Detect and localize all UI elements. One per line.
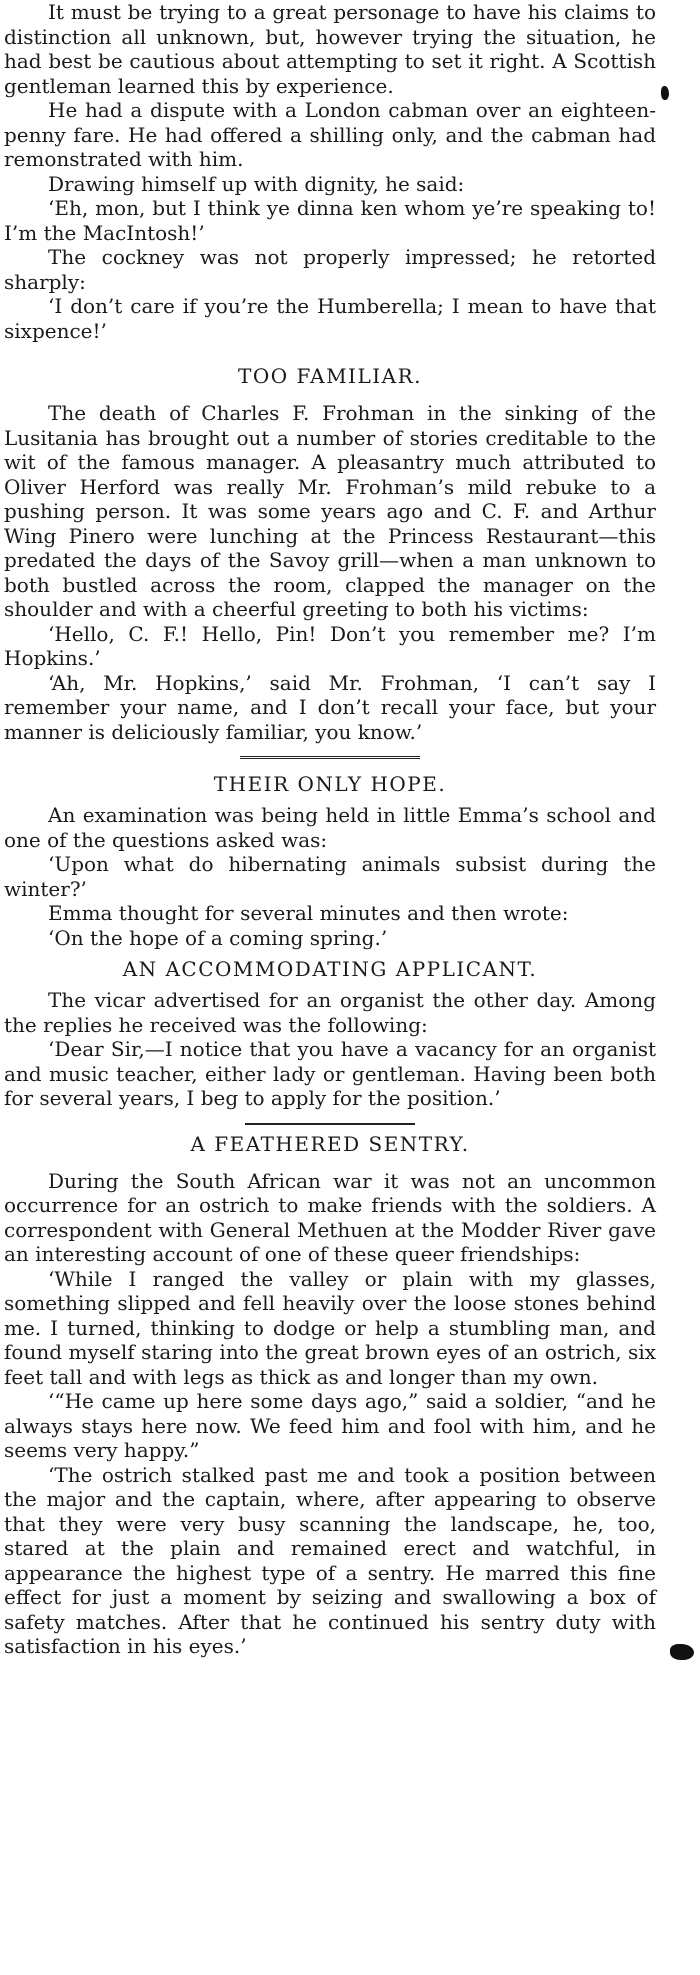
story-quote: ‘Hello, C. F.! Hello, Pin! Don’t you remember me? I’m Hopkins.’ bbox=[4, 621, 656, 670]
intro-quote: ‘Eh, mon, but I think ye dinna ken whom ye’re speaking to! I’m the MacIntosh!’ bbox=[4, 196, 656, 245]
ink-blot-icon bbox=[670, 1644, 694, 1660]
intro-paragraph: The cockney was not properly impressed; he retorted sharply: bbox=[4, 245, 656, 294]
intro-paragraph: Drawing himself up with dignity, he said: bbox=[48, 171, 465, 196]
story-quote: ‘“He came up here some days ago,” said a soldier, “and he always stays here now. We feed him and fool with him, and he seems very happy.” bbox=[4, 1389, 656, 1462]
intro-paragraph: It must be trying to a great personage to have his claims to distinction all unknown, but, however trying the situation, he had best be cautious about attempting to set it right. A Scottish gentleman learned this by experience. bbox=[4, 0, 656, 98]
story-paragraph: During the South African war it was not an uncommon occurrence for an ostrich to make friends with the soldiers. A correspondent with General Methuen at the Modder River gave an interesting account of one of these queer friendships: bbox=[4, 1168, 656, 1266]
story-quote: ‘The ostrich stalked past me and took a position between the major and the captain, where, after appearing to observe that they were very busy scanning the landscape, he, too, stared at the plain and remained erect and watchful, in appearance the highest type of a sentry. He marred this fine effect for just a moment by seizing and swallowing a box of safety matches. After that he continued his sentry duty with satisfaction in his eyes.’ bbox=[4, 1462, 656, 1658]
story-quote: ‘While I ranged the valley or plain with my glasses, something slipped and fell heavily over the loose stones behind me. I turned, thinking to dodge or help a stumbling man, and found myself staring into the great brown eyes of an ostrich, six feet tall and with legs as thick as and longer than my own. bbox=[4, 1266, 656, 1389]
section-heading-accommodating-applicant: AN ACCOMMODATING APPLICANT. bbox=[122, 957, 538, 981]
story-quote: ‘On the hope of a coming spring.’ bbox=[48, 925, 388, 950]
story-paragraph: Emma thought for several minutes and then wrote: bbox=[48, 901, 569, 925]
story-quote: ‘Dear Sir,—I notice that you have a vacancy for an organist and music teacher, either lady or gentleman. Having been both for several years, I beg to apply for the position.’ bbox=[4, 1037, 656, 1110]
section-heading-too-familiar: TOO FAMILIAR. bbox=[238, 364, 422, 388]
text-column bbox=[4, 0, 656, 1659]
story-quote: ‘Upon what do hibernating animals subsist during the winter?’ bbox=[4, 852, 656, 901]
intro-paragraph: He had a dispute with a London cabman over an eighteen-penny fare. He had offered a shilling only, and the cabman had remonstrated with him. bbox=[4, 98, 656, 171]
section-heading-their-only-hope: THEIR ONLY HOPE. bbox=[213, 772, 447, 796]
story-quote: ‘Ah, Mr. Hopkins,’ said Mr. Frohman, ‘I can’t say I remember your name, and I don’t recall your face, but your manner is deliciously familiar, you know.’ bbox=[4, 670, 656, 744]
story-paragraph: An examination was being held in little Emma’s school and one of the questions asked was: bbox=[4, 803, 656, 852]
ink-blot-icon bbox=[661, 86, 669, 100]
story-paragraph: The death of Charles F. Frohman in the sinking of the Lusitania has brought out a number of stories creditable to the wit of the famous manager. A pleasantry much attributed to Oliver Herford was really Mr. Frohman’s mild rebuke to a pushing person. It was some years ago and C. F. and Arthur Wing Pinero were lunching at the Princess Restaurant—this predated the days of the Savoy grill—when a man unknown to both bustled across the room, clapped the manager on the shoulder and with a cheerful greeting to both his victims: bbox=[4, 401, 656, 621]
section-heading-feathered-sentry: A FEATHERED SENTRY. bbox=[190, 1131, 470, 1156]
intro-quote: ‘I don’t care if you’re the Humberella; I mean to have that sixpence!’ bbox=[4, 294, 656, 343]
story-paragraph: The vicar advertised for an organist the other day. Among the replies he received was the following: bbox=[4, 988, 656, 1037]
